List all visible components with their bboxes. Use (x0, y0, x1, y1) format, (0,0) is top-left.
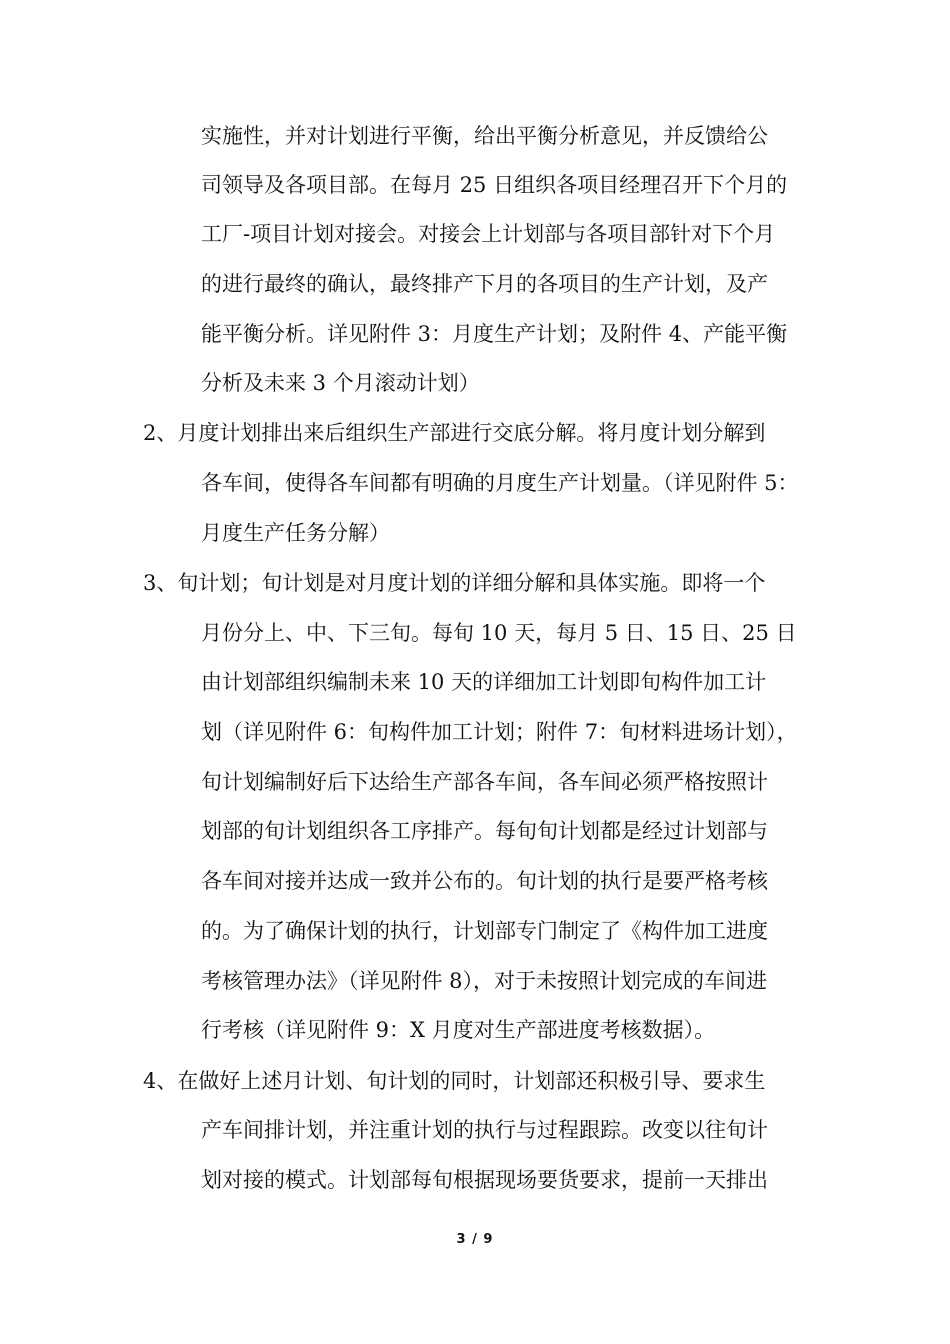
list-item-3: 3、旬计划；旬计划是对月度计划的详细分解和具体实施。即将一个 (143, 571, 766, 595)
text-line: 考核管理办法》（详见附件 8），对于未按照计划完成的车间进 (201, 969, 768, 993)
text-line: 月份分上、中、下三旬。每旬 10 天，每月 5 日、15 日、25 日 (201, 621, 797, 645)
page-number: 3 / 9 (456, 1232, 494, 1247)
text-line: 分析及未来 3 个月滚动计划） (201, 371, 480, 395)
list-item-4: 4、在做好上述月计划、旬计划的同时，计划部还积极引导、要求生 (143, 1069, 766, 1093)
text-line: 产车间排计划，并注重计划的执行与过程跟踪。改变以往旬计 (201, 1118, 768, 1142)
text-line: 司领导及各项目部。在每月 25 日组织各项目经理召开下个月的 (201, 173, 788, 197)
text-line: 划对接的模式。计划部每旬根据现场要货要求，提前一天排出 (201, 1168, 768, 1192)
text-line: 实施性，并对计划进行平衡，给出平衡分析意见，并反馈给公 (201, 124, 768, 148)
text-line: 的进行最终的确认，最终排产下月的各项目的生产计划，及产 (201, 272, 768, 296)
text-line: 月度生产任务分解） (201, 521, 390, 545)
text-line: 由计划部组织编制未来 10 天的详细加工计划即旬构件加工计 (201, 670, 767, 694)
text-line: 各车间，使得各车间都有明确的月度生产计划量。（详见附件 5： (201, 471, 799, 495)
text-line: 行考核（详见附件 9：X 月度对生产部进度考核数据）。 (201, 1018, 716, 1042)
text-line: 旬计划编制好后下达给生产部各车间，各车间必须严格按照计 (201, 770, 768, 794)
list-item-2: 2、月度计划排出来后组织生产部进行交底分解。将月度计划分解到 (143, 421, 766, 445)
text-line: 能平衡分析。详见附件 3：月度生产计划；及附件 4、产能平衡 (201, 322, 788, 346)
text-line: 划部的旬计划组织各工序排产。每旬旬计划都是经过计划部与 (201, 819, 768, 843)
text-line: 划（详见附件 6：旬构件加工计划；附件 7：旬材料进场计划）， (201, 720, 798, 744)
text-line: 的。为了确保计划的执行，计划部专门制定了《构件加工进度 (201, 919, 768, 943)
text-line: 工厂-项目计划对接会。对接会上计划部与各项目部针对下个月 (201, 222, 776, 246)
text-line: 各车间对接并达成一致并公布的。旬计划的执行是要严格考核 (201, 869, 768, 893)
